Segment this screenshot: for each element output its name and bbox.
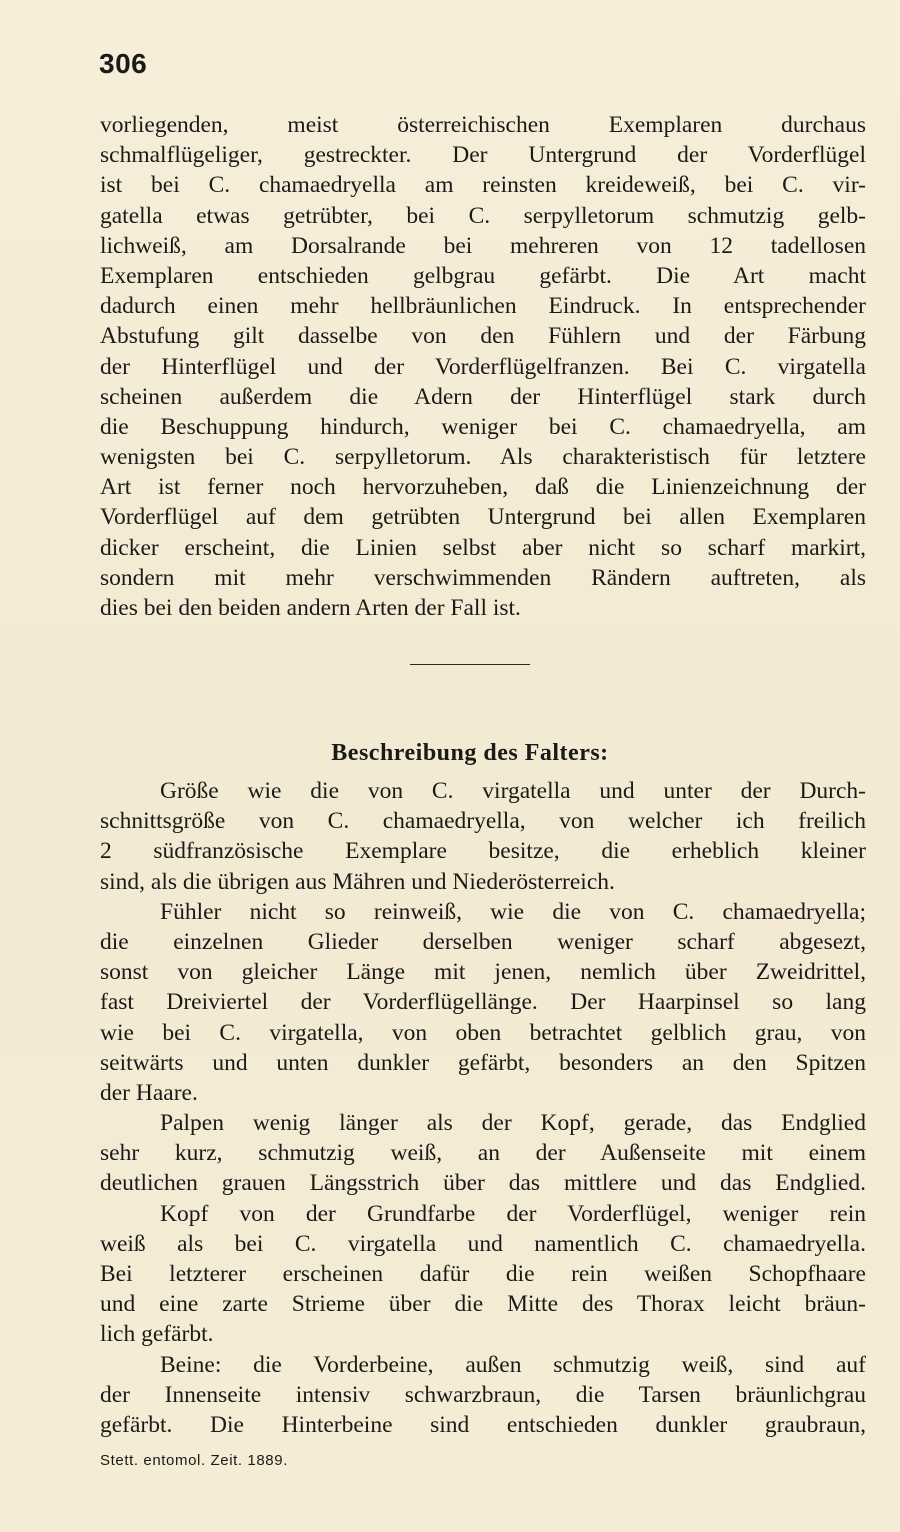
text-line: Beine: die Vorderbeine, außen schmutzig weiß, sind auf (160, 1351, 866, 1378)
text-line: die einzelnen Glieder derselben weniger scharf abgesezt, (100, 928, 866, 955)
text-line: sondern mit mehr verschwimmenden Rändern auftreten, als (100, 564, 866, 591)
section-heading: Beschreibung des Falters: (331, 740, 609, 766)
page-number: 306 (99, 48, 148, 79)
text-line: lichweiß, am Dorsalrande bei mehreren von 12 tadellosen (100, 232, 866, 259)
text-line: der Haare. (100, 1079, 198, 1106)
text-line: 2 südfranzösische Exemplare besitze, die erheblich kleiner (100, 838, 866, 865)
text-line: der Hinterflügel und der Vorderflügelfranzen. Bei C. virgatella (100, 353, 866, 380)
text-line: Vorderflügel auf dem getrübten Untergrund bei allen Exemplaren (100, 504, 866, 531)
text-line: dies bei den beiden andern Arten der Fall ist. (100, 595, 521, 621)
text-line: ist bei C. chamaedryella am reinsten kreideweiß, bei C. vir- (100, 172, 866, 199)
text-line: scheinen außerdem die Adern der Hinterflügel stark durch (100, 383, 866, 410)
text-line: Art ist ferner noch hervorzuheben, daß die Linienzeichnung der (100, 474, 866, 501)
text-line: gefärbt. Die Hinterbeine sind entschieden dunkler graubraun, (100, 1411, 866, 1438)
text-line: Kopf von der Grundfarbe der Vorderflügel, weniger rein (160, 1200, 866, 1227)
text-line: wie bei C. virgatella, von oben betrachtet gelblich grau, von (100, 1019, 866, 1046)
text-line: Fühler nicht so reinweiß, wie die von C. chamaedryella; (160, 898, 866, 925)
text-line: sind, als die übrigen aus Mähren und Niederösterreich. (100, 868, 615, 895)
text-line: Exemplaren entschieden gelbgrau gefärbt. Die Art macht (100, 262, 866, 289)
text-line: deutlichen grauen Längsstrich über das mittlere und das Endglied. (100, 1170, 866, 1197)
text-line: seitwärts und unten dunkler gefärbt, besonders an den Spitzen (100, 1049, 866, 1076)
text-line: wenigsten bei C. serpylletorum. Als charakteristisch für letztere (100, 444, 866, 471)
text-line: der Innenseite intensiv schwarzbraun, die Tarsen bräunlichgrau (100, 1381, 866, 1408)
text-line: schnittsgröße von C. chamaedryella, von welcher ich freilich (100, 808, 866, 835)
text-line: weiß als bei C. virgatella und namentlich C. chamaedryella. (100, 1230, 866, 1257)
text-line: fast Dreiviertel der Vorderflügellänge. Der Haarpinsel so lang (100, 989, 866, 1016)
text-line: die Beschuppung hindurch, weniger bei C. chamaedryella, am (100, 413, 866, 440)
running-footer: Stett. entomol. Zeit. 1889. (100, 1452, 288, 1469)
text-line: Palpen wenig länger als der Kopf, gerade, das Endglied (160, 1110, 866, 1137)
text-line: schmalflügeliger, gestreckter. Der Untergrund der Vorderflügel (100, 142, 866, 169)
text-line: dadurch einen mehr hellbräunlichen Eindruck. In entsprechender (100, 293, 866, 320)
text-line: dicker erscheint, die Linien selbst aber nicht so scharf markirt, (100, 534, 866, 561)
text-line: lich gefärbt. (100, 1321, 214, 1348)
text-line: Abstufung gilt dasselbe von den Fühlern und der Färbung (100, 323, 866, 350)
text-line: gatella etwas getrübter, bei C. serpylletorum schmutzig gelb- (100, 202, 866, 229)
intro-paragraph (100, 110, 866, 623)
text-line: sehr kurz, schmutzig weiß, an der Außenseite mit einem (100, 1140, 866, 1167)
text-line: Größe wie die von C. virgatella und unter der Durch- (160, 778, 866, 804)
text-line: vorliegenden, meist österreichischen Exemplaren durchaus (100, 112, 866, 138)
text-line: und eine zarte Strieme über die Mitte des Thorax leicht bräun- (100, 1291, 866, 1318)
section-divider (410, 664, 530, 665)
text-line: sonst von gleicher Länge mit jenen, nemlich über Zweidrittel, (100, 959, 866, 986)
text-line: Bei letzterer erscheinen dafür die rein weißen Schopfhaare (100, 1261, 866, 1287)
description-section (100, 776, 866, 1440)
